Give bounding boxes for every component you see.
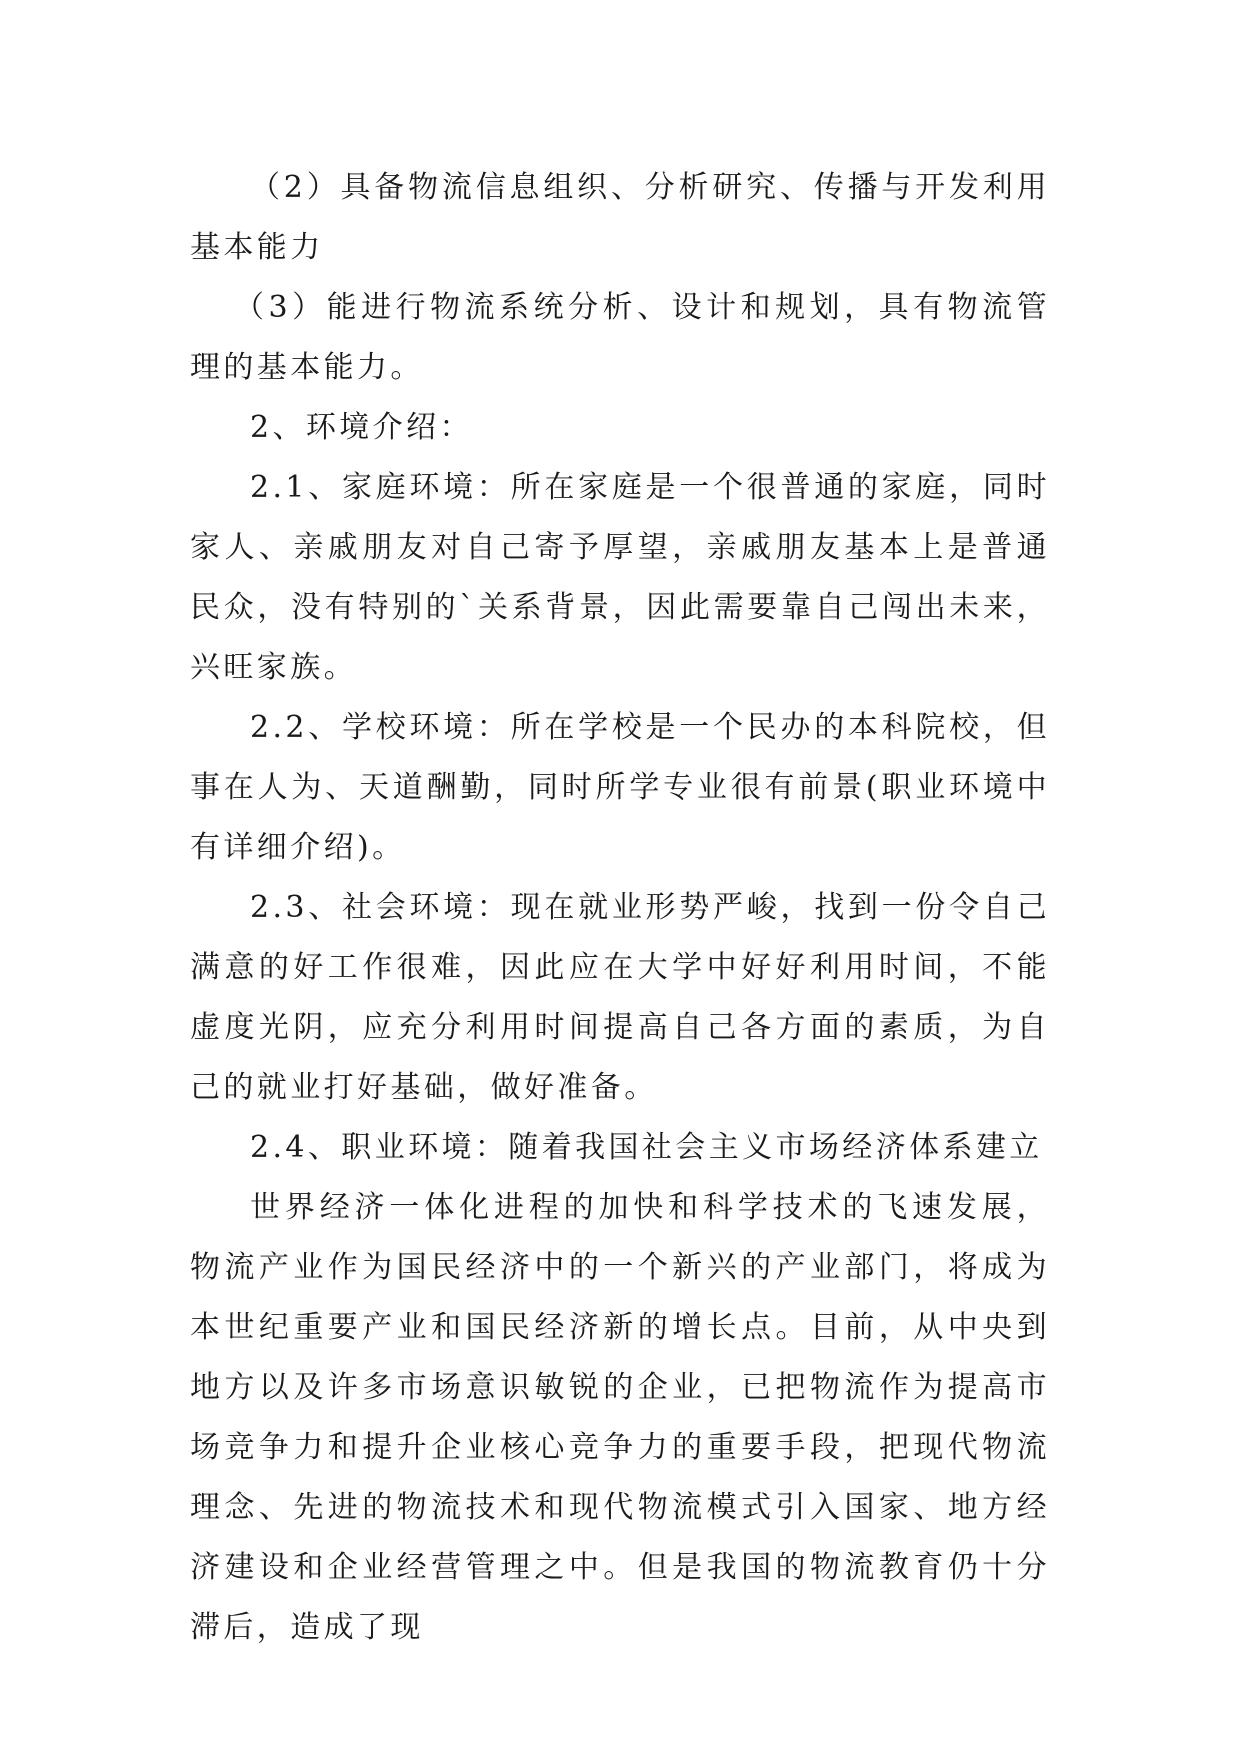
paragraph-family-environment: 2.1、家庭环境：所在家庭是一个很普通的家庭，同时家人、亲戚朋友对自己寄予厚望，亲戚朋友基本上是普通民众，没有特别的`关系背景，因此需要靠自己闯出未来，兴旺家族。: [190, 470, 1050, 685]
paragraph-ability-3: （3）能进行物流系统分析、设计和规划，具有物流管理的基本能力。: [190, 290, 1050, 385]
paragraph-school-environment: 2.2、学校环境：所在学校是一个民办的本科院校，但事在人为、天道酬勤，同时所学专业很有前景(职业环境中有详细介绍)。: [190, 710, 1050, 865]
paragraph-world-economy: 世界经济一体化进程的加快和科学技术的飞速发展，物流产业作为国民经济中的一个新兴的产业部门，将成为本世纪重要产业和国民经济新的增长点。目前，从中央到地方以及许多市场意识敏锐的企业，已把物流作为提高市场竞争力和提升企业核心竞争力的重要手段，把现代物流理念、先进的物流技术和现代物流模式引入国家、地方经济建设和企业经营管理之中。但是我国的物流教育仍十分滞后，造成了现: [190, 1190, 1050, 1645]
paragraph-environment-heading: 2、环境介绍：: [250, 410, 473, 445]
paragraph-social-environment: 2.3、社会环境：现在就业形势严峻，找到一份令自己满意的好工作很难，因此应在大学中好好利用时间，不能虚度光阴，应充分利用时间提高自己各方面的素质，为自己的就业打好基础，做好准备。: [190, 890, 1050, 1105]
paragraph-ability-2: （2）具备物流信息组织、分析研究、传播与开发利用基本能力: [190, 170, 1050, 265]
paragraph-career-environment: 2.4、职业环境：随着我国社会主义市场经济体系建立: [250, 1130, 1043, 1165]
body-text: [190, 158, 1050, 1658]
